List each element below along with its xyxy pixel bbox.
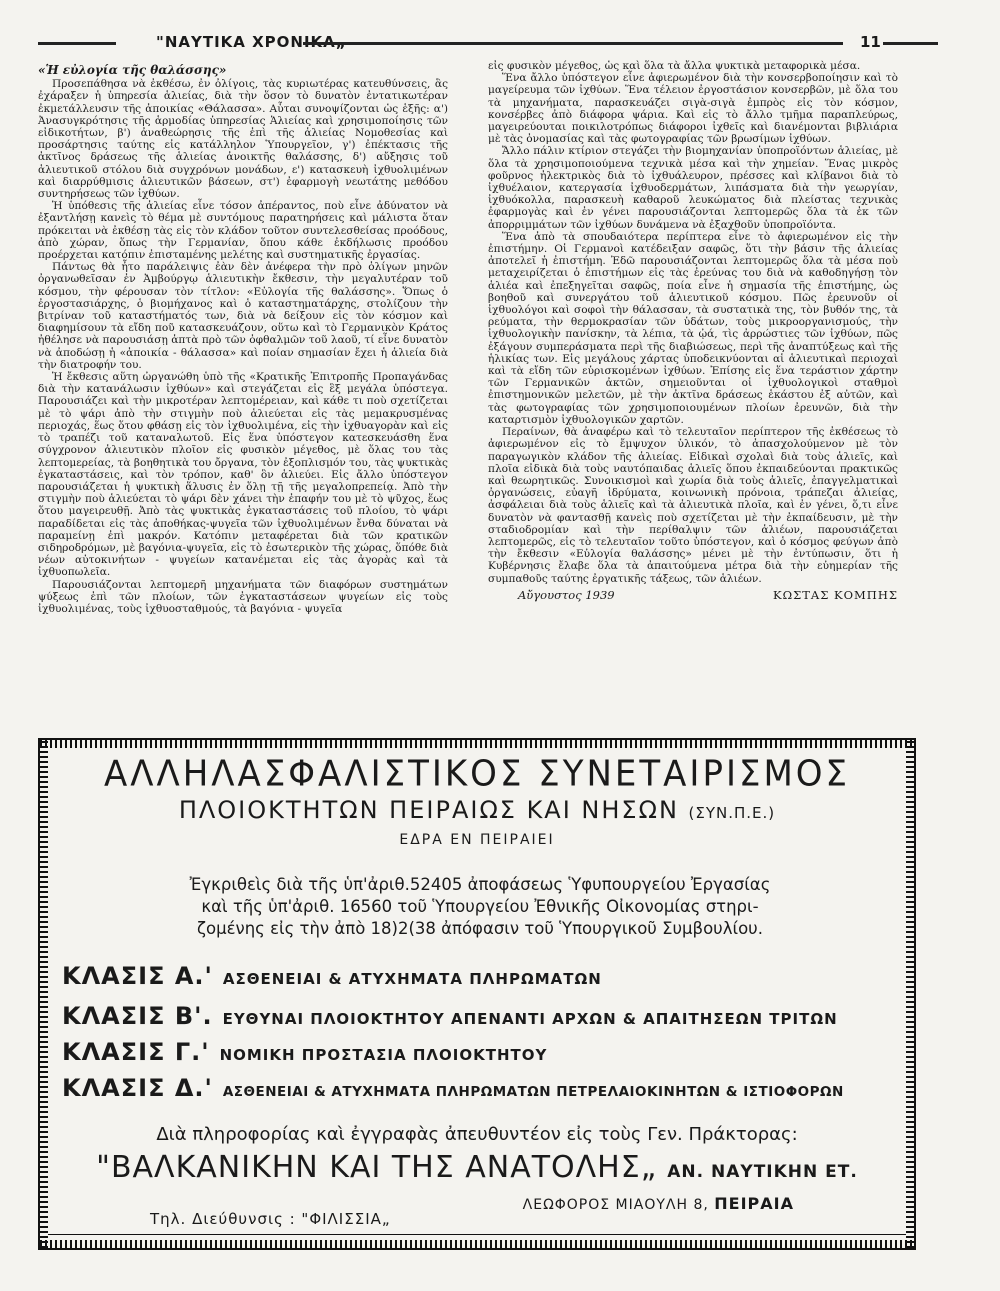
insurance-advertisement	[38, 738, 916, 1250]
article-column-left	[38, 64, 448, 615]
ad-approval	[150, 874, 810, 940]
ad-class-row	[62, 962, 602, 990]
article-paragraph: Ἕνα ἀπὸ τὰ σπουδαιότερα περίπτερα εἶνε τὸ ἀφιερωμένον εἰς τὴν ἐπιστήμην. Οἱ Γερμανοὶ κατέδειξαν σαφῶς, ὅτι τὴν βάσιν τῆς ἁλιείας ἀποτελεῖ ἡ ἐπιστήμη. Ἐδῶ παρουσιάζονται λεπτομερῶς ὅλα τὰ μέσα ποὺ μεταχειρίζεται ὁ ἐπιστήμων εἰς τὰς ἐρεύνας του διὰ νὰ καθοδηγήσῃ τὸν ἁλιέα καὶ ἐπεξηγεῖται σαφῶς, ποία εἶνε ἡ σημασία τῆς ἐπιστήμης, ὡς βοηθοῦ καὶ συνεργάτου τοῦ ἁλιευτικοῦ κόσμου. Πῶς ἐρευνοῦν οἱ ἰχθυολόγοι καὶ σοφοὶ τὴν θάλασσαν, τὰ συστατικὰ της, τὸν βυθόν της, τὰ ρεύματα, τὴν θερμοκρασίαν τῶν ὑδάτων, τοὺς μικροοργανισμούς, τὴν ἰχθυολογικὴν πανίσκην, τὰ λέπια, τὰ ᾠά, τὶς ἀρρώστιες τῶν ἰχθύων, πῶς ἐξάγουν συμπεράσματα περὶ τῆς διαβιώσεως, περὶ τῆς ἀναπτύξεως καὶ τῆς ἡλικίας των. Εἰς μεγάλους χάρτας ὑποδεικνύονται αἱ ἁλιευτικαὶ περιοχαὶ καὶ τὰ εἴδη τῶν εὑρισκομένων ἰχθύων. Ἐπίσης εἰς ἕνα τεράστιον χάρτην τῶν Γερμανικῶν ἀκτῶν, σημειοῦνται οἱ ἰχθυολογικοὶ σταθμοὶ ἐπιστημονικῶν μελετῶν, μὲ τὴν ἀκτῖνα δράσεως ἑκάστου ἐξ αὐτῶν, καὶ τὰς φωτογραφίας τῶν χρησιμοποιουμένων πλοίων ἐρευνῶν, διὰ τὴν καταρτισμὸν ἰχθυολογικῶν χαρτῶν.	[488, 230, 898, 426]
class-label: ΚΛΑΣΙΣ Α.'	[62, 962, 213, 990]
ad-class-row	[62, 1038, 547, 1066]
article-paragraph: Ἄλλο πάλιν κτίριον στεγάζει τὴν βιομηχανίαν ὑποπροϊόντων ἁλιείας, μὲ ὅλα τὰ χρησιμοποιούμενα τεχνικὰ μέσα καὶ τὴν χημείαν. Ἕνας μικρὸς φοῦρνος ἠλεκτρικὸς διὰ τὸ ἰχθυάλευρον, πρέσσες καὶ κλίβανοι διὰ τὸ ἰχθυέλαιον, κατεργασία ἰχθυοδερμάτων, λιπάσματα διὰ τὴν γεωργίαν, ἰχθυόκολλα, παρασκευὴ καθαροῦ λευκώματος διὰ πλείστας τεχνικὰς ἐφαρμογὰς καὶ ἐν γένει παρουσιάζονται λεπτομερῶς ὅλα τὰ ἐκ τῶν ἀπορριμμάτων τῶν ἰχθύων δυνάμενα νὰ ἐξαχθοῦν ὑποπροϊόντα.	[488, 145, 898, 231]
article-date: Αὔγουστος 1939	[518, 587, 615, 602]
class-label: ΚΛΑΣΙΣ Γ.'	[62, 1038, 210, 1066]
agent-name: "ΒΑΛΚΑΝΙΚΗΝ ΚΑΙ ΤΗΣ ΑΝΑΤΟΛΗΣ„	[96, 1150, 658, 1185]
article-paragraph: Περαίνων, θὰ ἀναφέρω καὶ τὸ τελευταῖον περίπτερον τῆς ἐκθέσεως τὸ ἀφιερωμένον εἰς τὸ ἔμψυχον ὑλικόν, τὸ ἀπασχολούμενον μὲ τὸν παραγωγικὸν κλάδον τῆς ἁλιείας. Εἰδικαὶ σχολαὶ διὰ τοὺς ἁλιεῖς, καὶ πλοῖα εἰδικὰ διὰ τοὺς ναυτόπαιδας ἁλιεῖς ὅπου ἐκπαιδεύονται πρακτικῶς καὶ θεωρητικῶς. Συνοικισμοὶ καὶ χωρία διὰ τοὺς ἁλιεῖς, ἐπαγγελματικαὶ ὀργανώσεις, εὐαγῆ ἱδρύματα, κοινωνικὴ πρόνοια, τράπεζαι ἁλιείας, ἀσφάλειαι διὰ τοὺς ἁλιεῖς καὶ τὰ ἁλιευτικὰ πλοῖα, καὶ ἐν γένει, ὅ,τι εἶνε δυνατὸν νὰ φαντασθῇ κανεὶς ποὺ σχετίζεται μὲ τὴν ἐκπαίδευσιν, μὲ τὴν σταδιοδρομίαν καὶ τὴν περίθαλψιν τῶν ἁλιέων, παρουσιάζεται λεπτομερῶς, εἰς τὸ τελευταῖον τοῦτο ὑπόστεγον, καὶ ὁ κόσμος φεύγων ἀπὸ τὴν ἔκθεσιν «Εὐλογία θαλάσσης» μένει μὲ τὴν ἐντύπωσιν, ὅτι ἡ Κυβέρνησις ἔλαβε ὅλα τὰ ἀπαιτούμενα μέτρα διὰ τὴν εὐημερίαν τῆς συμπαθοῦς ταύτης ἐργατικῆς τάξεως, τῶν ἁλιέων.	[488, 426, 898, 585]
article-heading: «Ἡ εὐλογία τῆς θαλάσσης»	[38, 63, 227, 77]
article-paragraph: Πάντως θὰ ἦτο παράλειψις ἐὰν δὲν ἀνέφερα τὴν πρὸ ὀλίγων μηνῶν ὀργανωθεῖσαν ἐν Ἀμβούργῳ ἁλιευτικὴν ἔκθεσιν, τὴν μεγαλυτέραν τοῦ κόσμου, τὴν φέρουσαν τὸν τίτλον: «Εὐλογία τῆς θαλάσσης». Ὅπως ὁ ἐργοστασιάρχης, ὁ βιομήχανος καὶ ὁ καταστηματάρχης, στολίζουν τὴν βιτρίναν τοῦ καταστήματός των, διὰ νὰ δείξουν εἰς τὸν κόσμον καὶ διαφημίσουν τὰ εἴδη ποῦ κατασκευάζουν, οὕτω καὶ τὸ Γερμανικὸν Κράτος ἠθέλησε νὰ παρουσιάσῃ ἁπτὰ πρὸ τῶν ὀφθαλμῶν τοῦ λαοῦ, τί εἶνε δυνατὸν νὰ ἀποδώσῃ ἡ «ἀποικία - θάλασσα» καὶ ποίαν σημασίαν ἔχει ἡ ἁλιεία διὰ τὴν διατροφήν του.	[38, 261, 448, 371]
class-label: ΚΛΑΣΙΣ Β'.	[62, 1002, 213, 1030]
article-paragraph: Προσεπάθησα νὰ ἐκθέσω, ἐν ὀλίγοις, τὰς κυριωτέρας κατευθύνσεις, ἃς ἐχάραξεν ἡ ὑπηρεσία ἁλιείας, διὰ τὴν ὅσον τὸ δυνατὸν ἐντατικωτέραν ἐκμετάλλευσιν τῆς ἀποικίας «Θάλασσα». Αὗται συνοψίζονται ὡς ἑξῆς: α') Ἀνασυγκρότησις τῆς ἁρμοδίας ὑπηρεσίας Ἁλιείας καὶ χρησιμοποίησις τῶν εἰδικοτήτων, β') ἀναθεώρησις τῆς ἐπὶ τῆς ἁλιείας Νομοθεσίας καὶ προσάρτησις ταύτης εἰς κατάλληλον Ὑπουργεῖον, γ') ἐπέκτασις τῆς ἀκτῖνος δράσεως τῆς ἁλιείας ἀνοικτῆς θαλάσσης, δ') αὔξησις τοῦ ἁλιευτικοῦ στόλου διὰ συγχρόνων μονάδων, ε') κατασκευὴ ἰχθυολιμένων καὶ διαρρύθμισις ἁλιευτικῶν βάσεων, στ') ἐφαρμογὴ νεωτάτης μεθόδου συντηρήσεως τῶν ἰχθύων.	[38, 78, 448, 201]
header-rule-right	[883, 42, 938, 45]
class-description: ΑΣΘΕΝΕΙΑΙ & ΑΤΥΧΗΜΑΤΑ ΠΛΗΡΩΜΑΤΩΝ	[222, 970, 602, 988]
approval-line: ζομένης εἰς τὴν ἀπὸ 18)2(38 ἀπόφασιν τοῦ Ὑπουργικοῦ Συμβουλίου.	[197, 919, 763, 938]
ad-border-bottom	[40, 1240, 914, 1248]
class-label: ΚΛΑΣΙΣ Δ.'	[62, 1074, 213, 1102]
article-paragraph: εἰς φυσικὸν μέγεθος, ὡς καὶ ὅλα τὰ ἄλλα ψυκτικὰ μεταφορικὰ μέσα.	[488, 60, 861, 72]
class-description: ΑΣΘΕΝΕΙΑΙ & ΑΤΥΧΗΜΑΤΑ ΠΛΗΡΩΜΑΤΩΝ ΠΕΤΡΕΛΑΙΟΚΙΝΗΤΩΝ & ΙΣΤΙΟΦΟΡΩΝ	[222, 1084, 844, 1100]
ad-address	[523, 1194, 794, 1213]
header-rule-middle	[303, 42, 843, 45]
ad-telegraph: Τηλ. Διεύθυνσις : "ΦΙΛΙΣΣΙΑ„	[150, 1210, 391, 1228]
page-number: 11	[860, 33, 881, 51]
ad-title: ΑΛΛΗΛΑΣΦΑΛΙΣΤΙΚΟΣ ΣΥΝΕΤΑΙΡΙΣΜΟΣ	[103, 753, 851, 795]
article-column-right	[488, 60, 898, 601]
ad-subtitle-text: ΠΛΟΙΟΚΤΗΤΩΝ ΠΕΙΡΑΙΩΣ ΚΑΙ ΝΗΣΩΝ	[178, 796, 679, 824]
page-header	[38, 33, 938, 53]
ad-seat: ΕΔΡΑ ΕΝ ΠΕΙΡΑΙΕΙ	[399, 832, 555, 848]
publication-title: "ΝΑΥΤΙΚΑ ΧΡΟΝΙΚΑ„	[156, 33, 347, 51]
ad-subtitle	[40, 796, 914, 824]
header-rule-left	[38, 42, 116, 45]
ad-info: Διὰ πληροφορίας καὶ ἐγγραφὰς ἀπευθυντέον εἰς τοὺς Γεν. Πράκτορας:	[156, 1124, 798, 1145]
address-city: ΠΕΙΡΑΙΑ	[714, 1194, 794, 1213]
ad-class-row	[62, 1074, 844, 1102]
address-street: ΛΕΩΦΟΡΟΣ ΜΙΑΟΥΛΗ 8,	[522, 1197, 709, 1213]
article-author: ΚΩΣΤΑΣ ΚΟΜΠΗΣ	[772, 587, 898, 602]
article-paragraph: Παρουσιάζονται λεπτομερῆ μηχανήματα τῶν διαφόρων συστημάτων ψύξεως ἐπὶ τῶν πλοίων, τῶν ἐγκαταστάσεων ψυγείων εἰς τοὺς ἰχθυολιμένας, τοὺς ἰχθυοσταθμούς, τὰ βαγόνια - ψυγεῖα	[38, 578, 448, 615]
article-paragraph: Ἡ ἔκθεσις αὕτη ὠργανώθη ὑπὸ τῆς «Κρατικῆς Ἐπιτροπῆς Προπαγάνδας διὰ τὴν κατανάλωσιν ἰχθύων» καὶ στεγάζεται εἰς ἓξ μεγάλα ὑπόστεγα. Παρουσιάζει καὶ τὴν μικροτέραν λεπτομέρειαν, καὶ κάθε τι ποὺ σχετίζεται μὲ τὸ ψάρι ἀπὸ τὴν στιγμὴν ποὺ ἁλιεύεται εἰς τὰς μεμακρυσμένας περιοχάς, ἕως ὅτου φθάσῃ εἰς τὸν ἰχθυολιμένα, εἰς τὴν ἰχθυαγορὰν καὶ εἰς τὸ τραπέζι τοῦ καταναλωτοῦ. Εἰς ἕνα ὑπόστεγον κατεσκευάσθη ἕνα σύγχρονον ἁλιευτικὸν πλοῖον εἰς φυσικὸν μέγεθος, μὲ ὅλας του τὰς λεπτομερείας, τὰ βοηθητικὰ του ὄργανα, τὸν ἐξοπλισμόν του, τὰς ψυκτικὰς ἐγκαταστάσεις, καὶ τὸν τρόπον, καθ' ὃν ἁλιεύει. Εἰς ἄλλο ὑπόστεγον παρουσιάζεται ἡ ψυκτικὴ ἅλυσις ἐν ὅλῃ τῇ τῆς μεγαλοπρεπείᾳ. Ἀπὸ τὴν στιγμὴν ποὺ ἁλιεύεται τὸ ψάρι δὲν χάνει τὴν ἐπαφήν του μὲ τὸ ψῦχος, ἕως ὅτου μαγειρευθῇ. Ἀπὸ τὰς ψυκτικὰς ἐγκαταστάσεις τοῦ πλοίου, τὸ ψάρι παραδίδεται εἰς τὰς ἀποθήκας-ψυγεῖα τῶν ἰχθυολιμένων ἔνθα δύναται νὰ παραμείνῃ ἐπὶ μακρόν. Κατόπιν μεταφέρεται διὰ τῶν κρατικῶν σιδηροδρόμων, μὲ βαγόνια-ψυγεῖα, εἰς τὸ ἐσωτερικὸν τῆς χώρας, ὅπόθε διὰ νέων αὐτοκινήτων - ψυγείων κατανέμεται εἰς τὰς ἀγορὰς καὶ τὰ ἰχθυοπωλεῖα.	[38, 371, 448, 579]
ad-class-row	[62, 1002, 838, 1030]
article-signature	[488, 589, 898, 601]
approval-line: καὶ τῆς ὑπ'ἀριθ. 16560 τοῦ Ὑπουργείου Ἐθνικῆς Οἰκονομίας στηρι-	[201, 897, 759, 916]
class-description: ΕΥΘΥΝΑΙ ΠΛΟΙΟΚΤΗΤΟΥ ΑΠΕΝΑΝΤΙ ΑΡΧΩΝ & ΑΠΑΙΤΗΣΕΩΝ ΤΡΙΤΩΝ	[222, 1010, 838, 1028]
ad-bottom-rule	[48, 1234, 906, 1235]
article-paragraph: Ἡ ὑπόθεσις τῆς ἁλιείας εἶνε τόσον ἀπέραντος, ποὺ εἶνε ἀδύνατον νὰ ἐξαντλήσῃ κανεὶς τὸ θέμα μὲ συντόμους παρατηρήσεις καὶ μάλιστα ὅταν πρόκειται νὰ ἐκθέσῃ τὰς εἰς τὸν κλάδον τοῦτον συντελεσθείσας προόδους, ἀπὸ χώραν, ὅπως τὴν Γερμανίαν, ὅπου κάθε ἐκδήλωσις προόδου προέρχεται κατόπιν ἐπισταμένης μελέτης καὶ συστηματικῆς ἐργασίας.	[38, 200, 448, 262]
ad-abbreviation: (ΣΥΝ.Π.Ε.)	[688, 804, 776, 822]
article-paragraph: Ἕνα ἄλλο ὑπόστεγον εἶνε ἀφιερωμένον διὰ τὴν κονσερβοποίησιν καὶ τὸ μαγείρευμα τῶν ἰχθύων. Ἕνα τέλειον ἐργοστάσιον κονσερβῶν, μὲ ὅλα του τὰ μηχανήματα, παρασκευάζει σιγὰ-σιγὰ ἐμπρὸς εἰς τὸν κόσμον, κονσέρβες ἀπὸ διάφορα ψάρια. Καὶ εἰς τὸ ἄλλο τμῆμα παραπλεύρως, μαγειρεύουται ποικιλοτρόπως διάφοροι ἰχθεῖς καὶ διανέμονται βιβλιάρια μὲ τὰς ὀνομασίας καὶ τὰς φωτογραφίας τῶν βρωσίμων ἰχθύων.	[488, 72, 898, 146]
approval-line: Ἐγκριθεὶς διὰ τῆς ὑπ'ἀριθ.52405 ἀποφάσεως Ὑφυπουργείου Ἐργασίας	[189, 875, 771, 894]
ad-border-top	[40, 740, 914, 748]
agent-suffix: ΑΝ. ΝΑΥΤΙΚΗΝ ΕΤ.	[667, 1162, 858, 1182]
ad-agent	[40, 1150, 914, 1185]
class-description: ΝΟΜΙΚΗ ΠΡΟΣΤΑΣΙΑ ΠΛΟΙΟΚΤΗΤΟΥ	[219, 1046, 548, 1064]
